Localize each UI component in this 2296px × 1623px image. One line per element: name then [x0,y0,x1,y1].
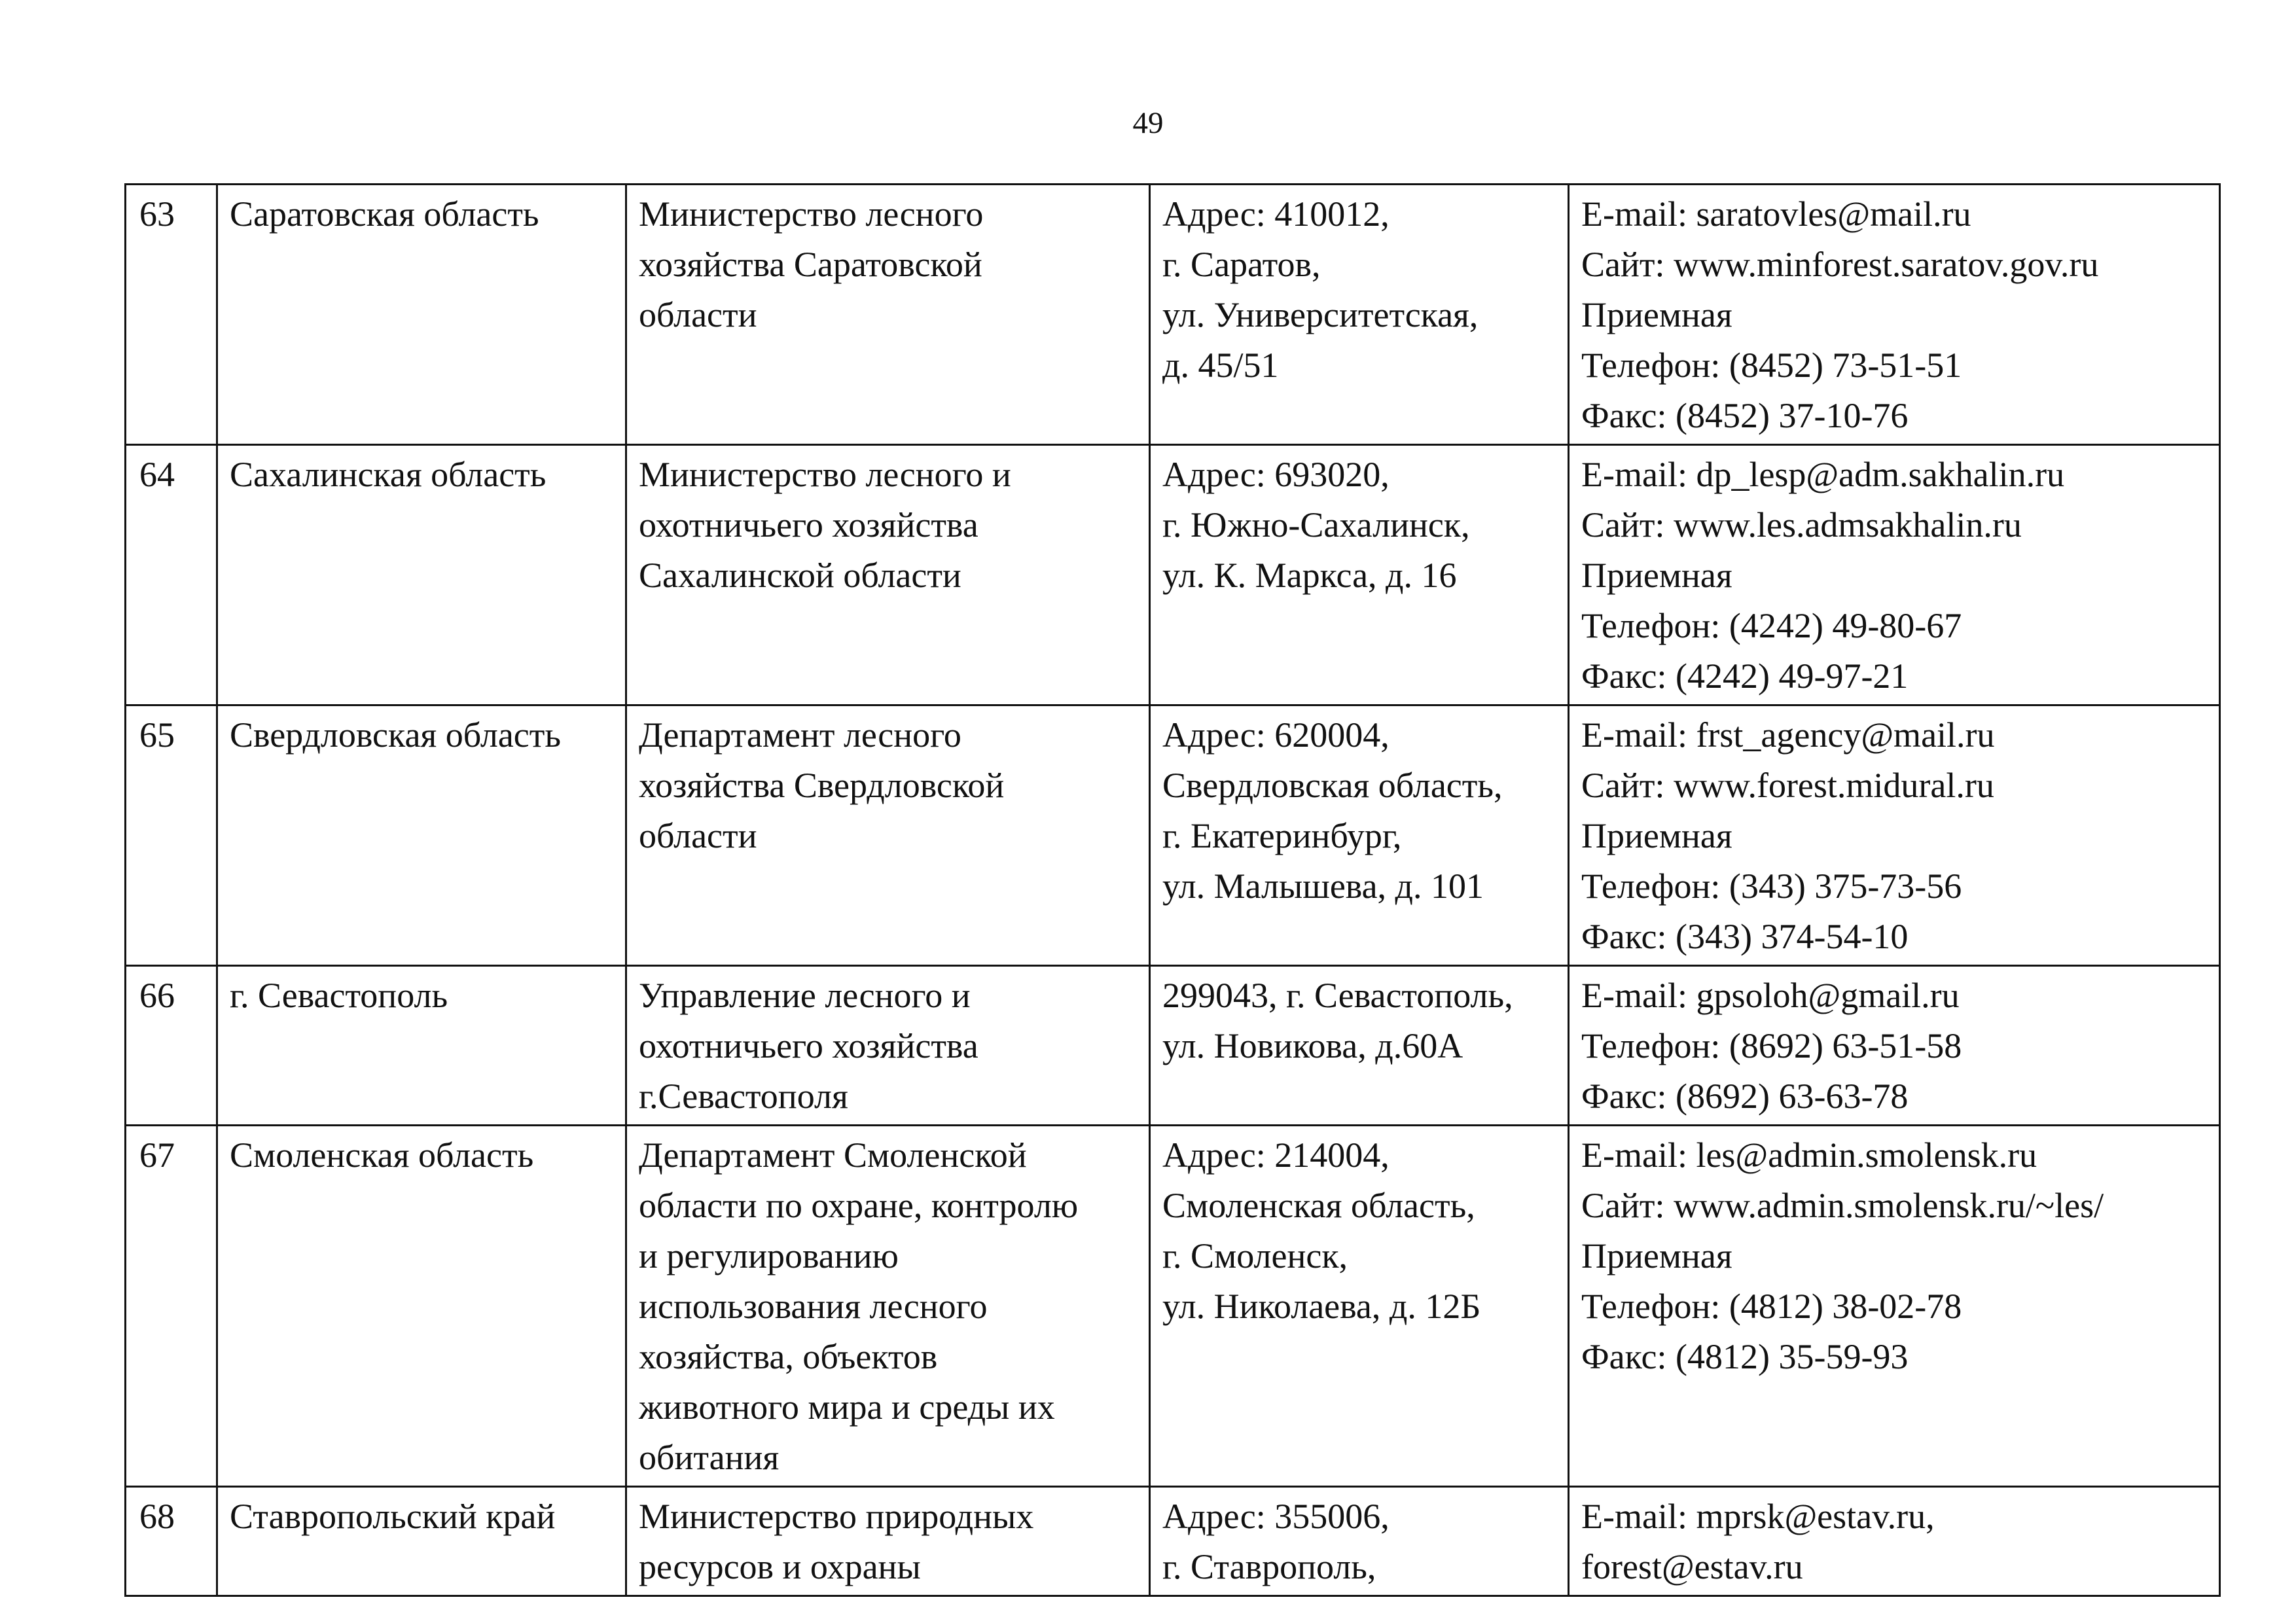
row-number-cell: 68 [126,1487,217,1596]
region-cell: Смоленская область [217,1126,626,1487]
contacts-cell [1569,1126,2220,1487]
address-line: Адрес: 410012, [1162,194,1390,234]
address-cell [1150,445,1569,705]
contacts-line: E-mail: mprsk@estav.ru, [1581,1497,1935,1536]
contacts-line: E-mail: dp_lesp@adm.sakhalin.ru [1581,455,2065,494]
contacts-line: Телефон: (8452) 73-51-51 [1581,346,1962,385]
contacts-line: Факс: (343) 374-54-10 [1581,917,1909,956]
address-line: Адрес: 620004, [1162,715,1390,755]
address-line: ул. К. Маркса, д. 16 [1162,556,1457,595]
agency-line: использования лесного [639,1287,988,1326]
regional-forestry-table [124,183,2221,1597]
table-row [126,1487,2220,1596]
contacts-line: Факс: (8452) 37-10-76 [1581,396,1909,435]
agency-line: и регулированию [639,1236,899,1275]
contacts-cell [1569,705,2220,966]
agency-line: охотничьего хозяйства [639,1026,978,1065]
address-line: Адрес: 693020, [1162,455,1390,494]
address-line: ул. Новикова, д.60А [1162,1026,1463,1065]
region-cell: Саратовская область [217,185,626,445]
contacts-line: Телефон: (4242) 49-80-67 [1581,606,1962,645]
contacts-cell [1569,1487,2220,1596]
contacts-line: Приемная [1581,295,1732,334]
table-row [126,966,2220,1126]
contacts-cell [1569,445,2220,705]
contacts-line: Приемная [1581,1236,1732,1275]
row-number-cell: 66 [126,966,217,1126]
agency-line: охотничьего хозяйства [639,505,978,544]
agency-line: Управление лесного и [639,976,971,1015]
table-row [126,185,2220,445]
contacts-line: forest@estav.ru [1581,1547,1803,1586]
region-cell: Сахалинская область [217,445,626,705]
agency-line: ресурсов и охраны [639,1547,921,1586]
agency-line: обитания [639,1438,780,1477]
address-line: 299043, г. Севастополь, [1162,976,1513,1015]
address-cell [1150,705,1569,966]
contacts-line: Телефон: (343) 375-73-56 [1581,866,1962,906]
agency-line: области [639,295,757,334]
contacts-line: E-mail: saratovles@mail.ru [1581,194,1971,234]
contacts-line: Телефон: (8692) 63-51-58 [1581,1026,1962,1065]
address-line: Адрес: 355006, [1162,1497,1390,1536]
contacts-line: Факс: (4812) 35-59-93 [1581,1337,1909,1376]
contacts-cell [1569,185,2220,445]
contacts-line: Телефон: (4812) 38-02-78 [1581,1287,1962,1326]
agency-line: Министерство лесного и [639,455,1011,494]
address-line: д. 45/51 [1162,346,1279,385]
agency-line: хозяйства Свердловской [639,766,1005,805]
agency-line: животного мира и среды их [639,1387,1055,1427]
agency-line: Департамент лесного [639,715,961,755]
contacts-line: E-mail: gpsoloh@gmail.ru [1581,976,1960,1015]
contacts-line: Сайт: www.forest.midural.ru [1581,766,1994,805]
row-number-cell: 65 [126,705,217,966]
address-line: ул. Малышева, д. 101 [1162,866,1484,906]
address-line: ул. Николаева, д. 12Б [1162,1287,1481,1326]
address-line: г. Саратов, [1162,245,1321,284]
address-line: Смоленская область, [1162,1186,1475,1225]
agency-cell [626,445,1150,705]
agency-line: Сахалинской области [639,556,961,595]
contacts-line: E-mail: frst_agency@mail.ru [1581,715,1995,755]
table-row [126,1126,2220,1487]
page-number: 49 [1132,106,1164,140]
agency-cell [626,185,1150,445]
row-number-cell: 64 [126,445,217,705]
region-cell: Ставропольский край [217,1487,626,1596]
region-cell: г. Севастополь [217,966,626,1126]
agency-line: хозяйства Саратовской [639,245,982,284]
row-number-cell: 67 [126,1126,217,1487]
agency-cell [626,966,1150,1126]
agency-line: хозяйства, объектов [639,1337,938,1376]
agency-cell [626,705,1150,966]
agency-cell [626,1126,1150,1487]
table-row [126,445,2220,705]
agency-line: области [639,816,757,855]
address-cell [1150,966,1569,1126]
row-number-cell: 63 [126,185,217,445]
region-cell: Свердловская область [217,705,626,966]
address-line: ул. Университетская, [1162,295,1479,334]
address-line: г. Ставрополь, [1162,1547,1376,1586]
address-cell [1150,1126,1569,1487]
contacts-line: Сайт: www.admin.smolensk.ru/~les/ [1581,1186,2104,1225]
address-line: Адрес: 214004, [1162,1135,1390,1175]
table-body [126,185,2220,1596]
contacts-line: Факс: (8692) 63-63-78 [1581,1077,1909,1116]
contacts-cell [1569,966,2220,1126]
agency-line: области по охране, контролю [639,1186,1079,1225]
contacts-line: Сайт: www.minforest.saratov.gov.ru [1581,245,2099,284]
agency-line: Министерство природных [639,1497,1034,1536]
contacts-line: Приемная [1581,816,1732,855]
contacts-line: Приемная [1581,556,1732,595]
agency-line: г.Севастополя [639,1077,848,1116]
agency-cell [626,1487,1150,1596]
address-line: г. Южно-Сахалинск, [1162,505,1470,544]
agency-line: Департамент Смоленской [639,1135,1027,1175]
contacts-line: Факс: (4242) 49-97-21 [1581,656,1909,696]
address-line: Свердловская область, [1162,766,1503,805]
address-cell [1150,185,1569,445]
address-line: г. Смоленск, [1162,1236,1348,1275]
address-cell [1150,1487,1569,1596]
contacts-line: Сайт: www.les.admsakhalin.ru [1581,505,2022,544]
table-row [126,705,2220,966]
contacts-line: E-mail: les@admin.smolensk.ru [1581,1135,2037,1175]
agency-line: Министерство лесного [639,194,984,234]
address-line: г. Екатеринбург, [1162,816,1402,855]
